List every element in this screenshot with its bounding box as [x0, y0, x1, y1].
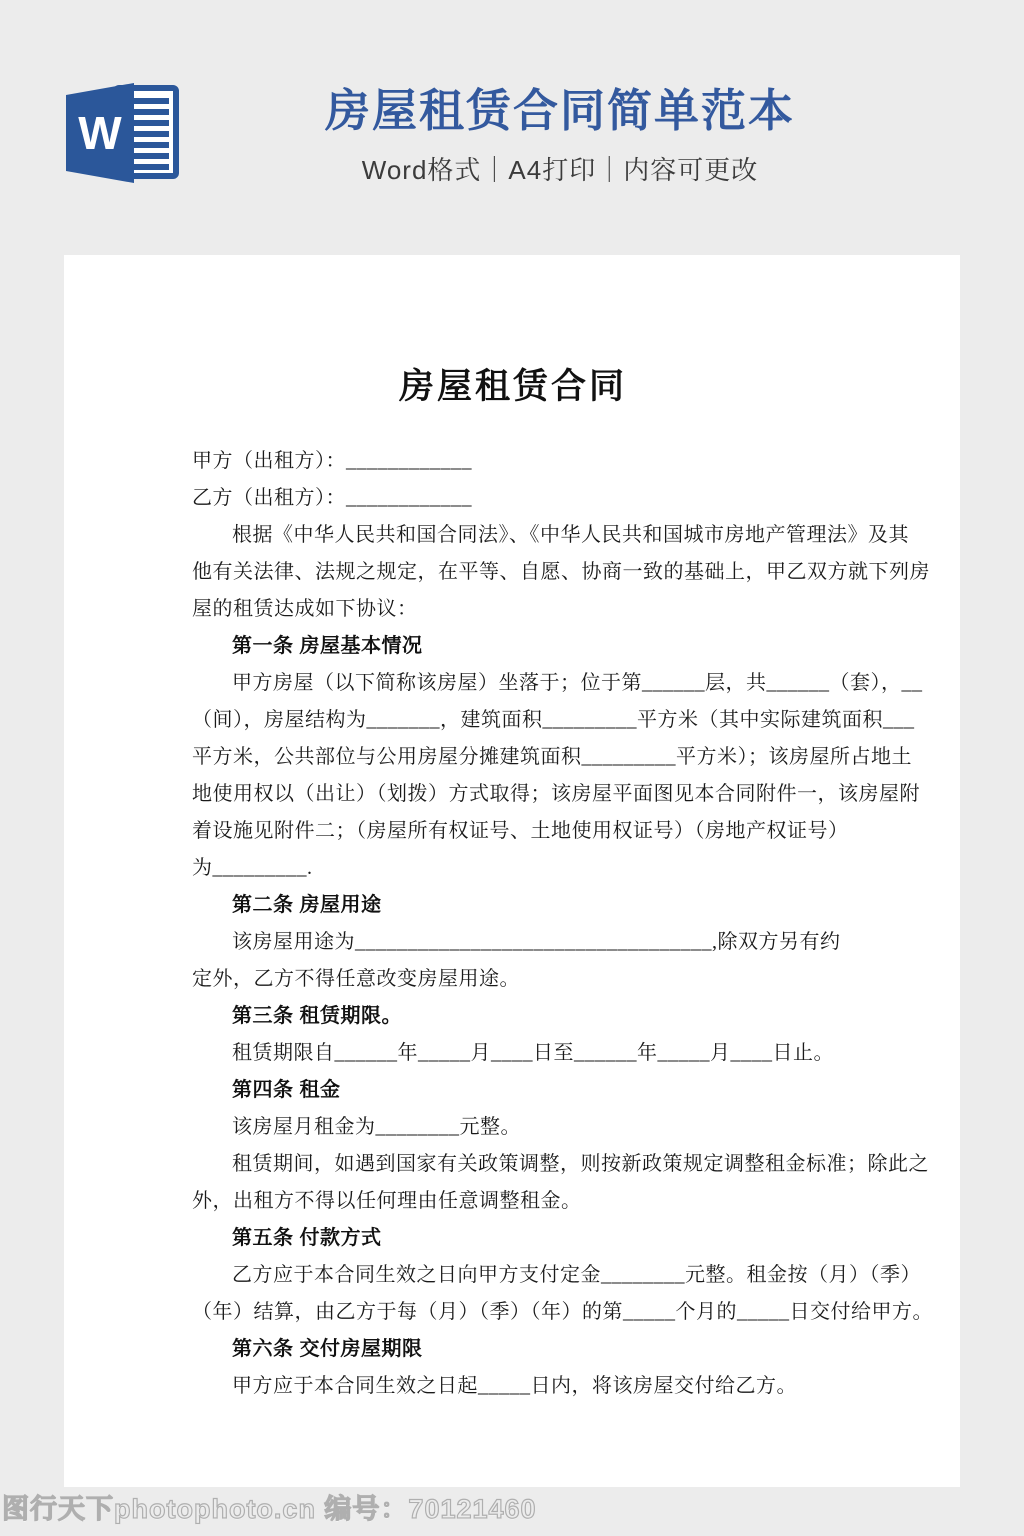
header — [0, 0, 1024, 255]
contract-title: 房屋租赁合同 — [398, 367, 627, 406]
contract-line: （年）结算，由乙方于每（月）（季）（年）的第_____个月的_____日交付给甲方。 — [192, 1301, 933, 1323]
template-subtitle: Word格式｜A4打印｜内容可更改 — [361, 154, 759, 185]
contract-line: 租赁期限自______年_____月____日至______年_____月____日止。 — [232, 1042, 834, 1064]
contract-line: 第二条 房屋用途 — [232, 894, 382, 916]
contract-line: 平方米，公共部位与公用房屋分摊建筑面积_________平方米）；该房屋所占地土 — [192, 746, 912, 768]
contract-line: 乙方（出租方）：____________ — [192, 487, 472, 509]
document-page — [64, 255, 960, 1487]
contract-line: 第三条 租赁期限。 — [232, 1005, 403, 1027]
watermark-text: 图行天下photophoto.cn 编号：70121460 — [2, 1494, 537, 1524]
contract-line: 乙方应于本合同生效之日向甲方支付定金________元整。租金按（月）（季） — [232, 1264, 921, 1286]
contract-line: 根据《中华人民共和国合同法》、《中华人民共和国城市房地产管理法》及其 — [232, 524, 909, 546]
contract-line: 租赁期间，如遇到国家有关政策调整，则按新政策规定调整租金标准；除此之 — [232, 1153, 929, 1175]
contract-line: 定外，乙方不得任意改变房屋用途。 — [192, 968, 520, 990]
contract-line: 外，出租方不得以任何理由任意调整租金。 — [192, 1190, 582, 1212]
contract-line: 地使用权以（出让）（划拨）方式取得；该房屋平面图见本合同附件一，该房屋附 — [192, 783, 920, 805]
document-body — [192, 443, 933, 1405]
contract-line: 甲方（出租方）：____________ — [192, 450, 472, 472]
contract-line: 为_________. — [192, 857, 313, 879]
contract-line: 甲方房屋（以下简称该房屋）坐落于；位于第______层，共______（套），__ — [232, 672, 923, 694]
word-icon-letter: W — [78, 107, 122, 159]
contract-line: 该房屋月租金为________元整。 — [232, 1116, 521, 1138]
contract-line: 甲方应于本合同生效之日起_____日内，将该房屋交付给乙方。 — [232, 1375, 797, 1397]
contract-line: 第四条 租金 — [232, 1079, 341, 1101]
contract-line: 第一条 房屋基本情况 — [232, 635, 423, 657]
contract-line: 该房屋用途为__________________________________,除双方另有约 — [232, 931, 841, 953]
template-title: 房屋租赁合同简单范本 — [324, 85, 795, 136]
header-text — [96, 0, 1024, 187]
contract-line: （间），房屋结构为_______，建筑面积_________平方米（其中实际建筑面积___ — [192, 709, 915, 731]
contract-line: 着设施见附件二；（房屋所有权证号、土地使用权证号）（房地产权证号） — [192, 820, 849, 842]
contract-line: 他有关法律、法规之规定，在平等、自愿、协商一致的基础上，甲乙双方就下列房 — [192, 561, 930, 583]
contract-line: 第六条 交付房屋期限 — [232, 1338, 423, 1360]
contract-line: 屋的租赁达成如下协议： — [192, 598, 418, 620]
contract-line: 第五条 付款方式 — [232, 1227, 382, 1249]
